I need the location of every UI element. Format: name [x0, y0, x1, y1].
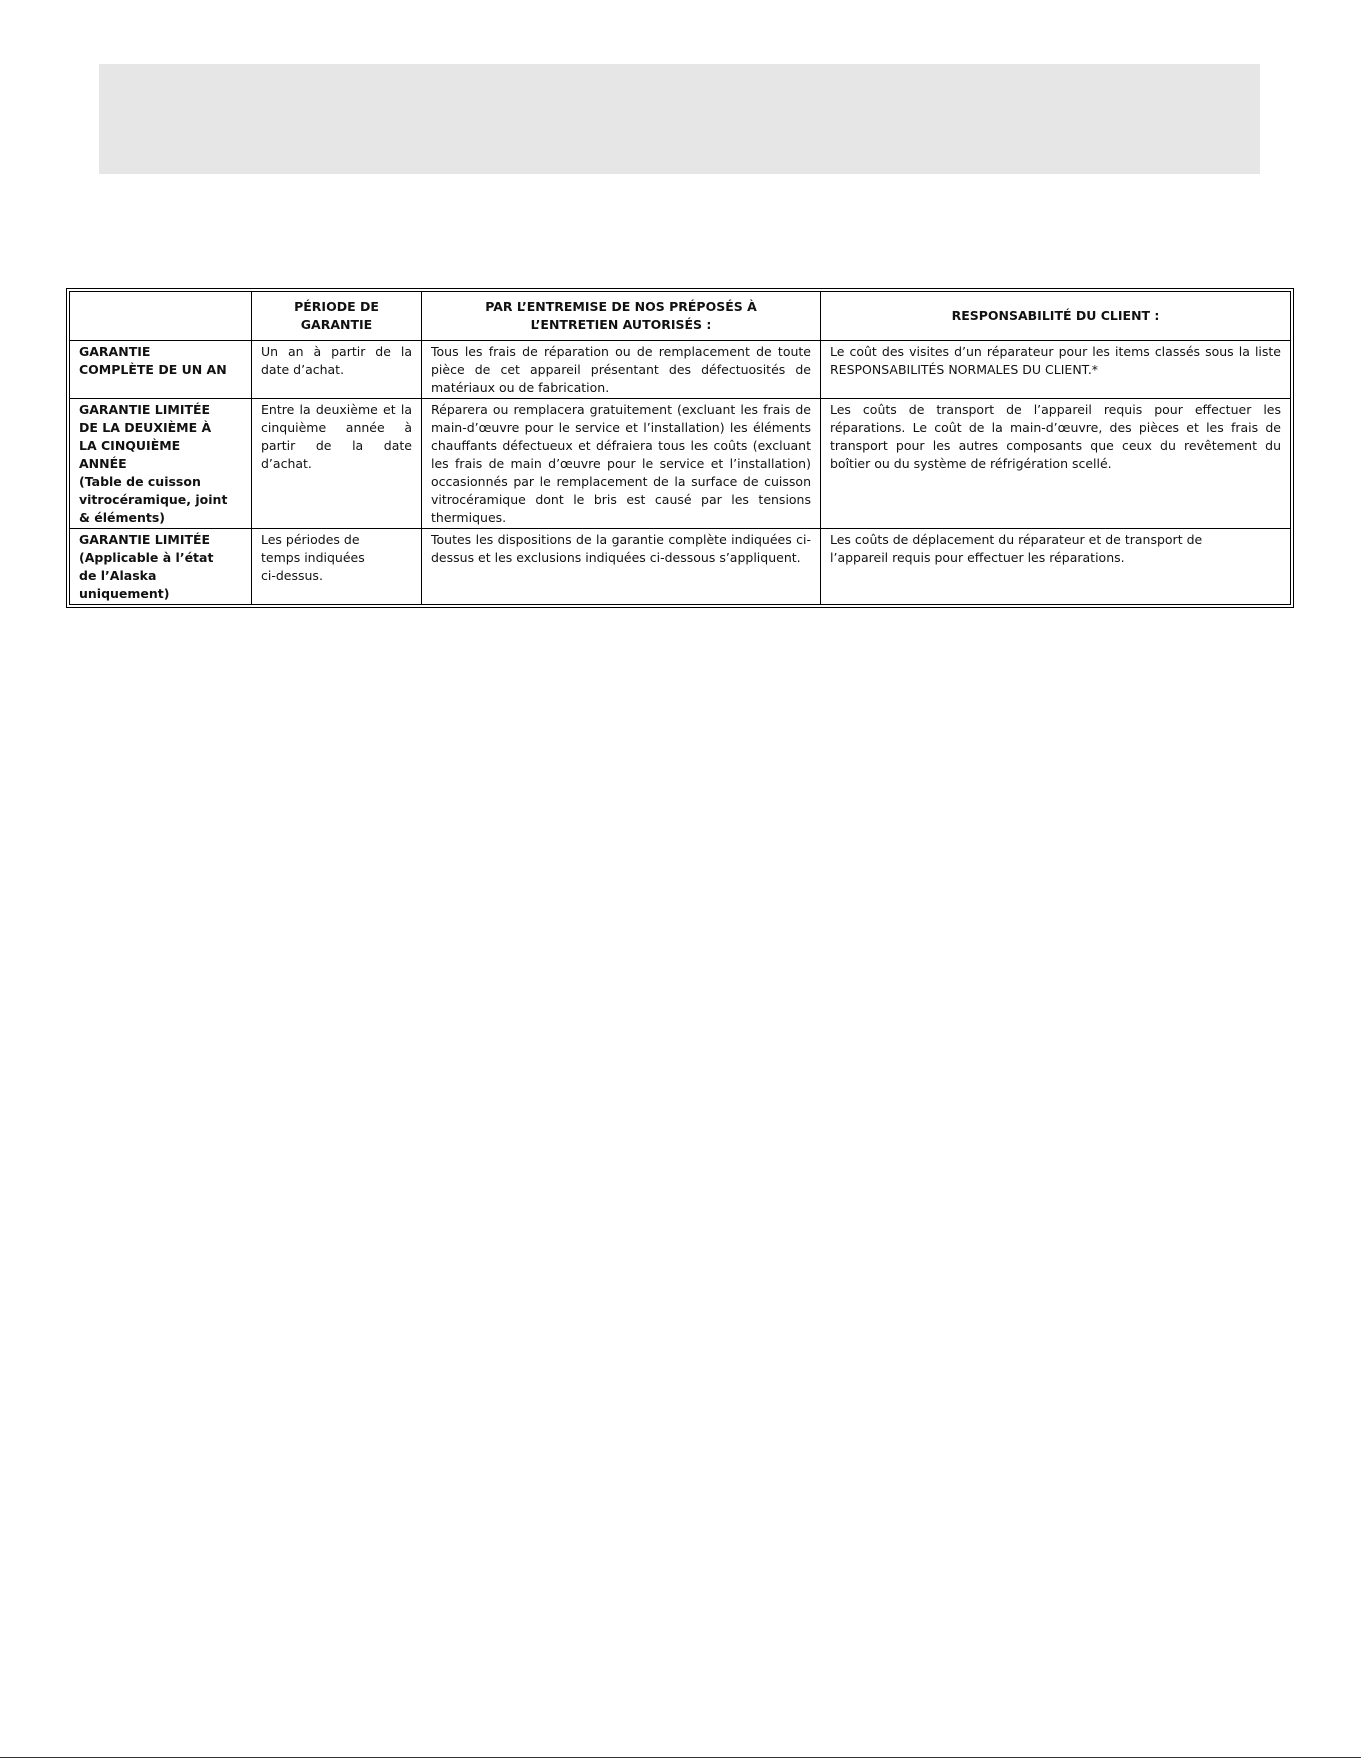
period-line: Les périodes de	[261, 532, 360, 547]
term-line: GARANTIE LIMITÉE	[79, 402, 211, 417]
warranty-period-cell	[252, 529, 422, 605]
period-line: ci-dessus.	[261, 568, 323, 583]
term-line: COMPLÈTE DE UN AN	[79, 362, 227, 377]
header-authorized-service: PAR L’ENTREMISE DE NOS PRÉPOSÉS À L’ENTRETIEN AUTORISÉS :	[422, 292, 821, 341]
customer-responsibility-cell	[821, 529, 1291, 605]
term-line: de l’Alaska	[79, 568, 157, 583]
header-customer-responsibility: RESPONSABILITÉ DU CLIENT :	[821, 292, 1291, 341]
table-row	[70, 341, 1291, 399]
term-line: vitrocéramique, joint	[79, 492, 228, 507]
table-header-row	[70, 292, 1291, 341]
warranty-table	[69, 291, 1291, 605]
authorized-service-cell: Tous les frais de réparation ou de remplacement de toute pièce de cet appareil présentant des défectuosités de matériaux ou de fabrication.	[422, 341, 821, 399]
header-warranty-period: PÉRIODE DE GARANTIE	[252, 292, 422, 341]
term-line: & éléments)	[79, 510, 166, 525]
term-line: GARANTIE LIMITÉE	[79, 532, 211, 547]
customer-line: l’appareil requis pour effectuer les réparations.	[830, 550, 1125, 565]
header-empty-cell	[70, 292, 252, 341]
warranty-period-cell: Entre la deuxième et la cinquième année à partir de la date d’achat.	[252, 399, 422, 529]
customer-line: Les coûts de déplacement du réparateur et de transport de	[830, 532, 1203, 547]
warranty-term-cell	[70, 529, 252, 605]
footer-rule	[0, 1757, 1361, 1758]
authorized-service-cell: Toutes les dispositions de la garantie complète indiquées ci-dessus et les exclusions indiquées ci-dessous s’appliquent.	[422, 529, 821, 605]
period-line: temps indiquées	[261, 550, 365, 565]
warranty-period-cell: Un an à partir de la date d’achat.	[252, 341, 422, 399]
table-row	[70, 529, 1291, 605]
term-line: DE LA DEUXIÈME À	[79, 420, 212, 435]
term-line: uniquement)	[79, 586, 170, 601]
authorized-service-cell: Réparera ou remplacera gratuitement (excluant les frais de main-d’œuvre pour le service et l’installation) les éléments chauffants défectueux et défraiera tous les coûts (excluant les frais de main d’œuvre pour le service et l’installation) occasionnés par le remplacement de la surface de cuisson vitrocéramique dont le bris est causé par les tensions thermiques.	[422, 399, 821, 529]
customer-responsibility-cell: Le coût des visites d’un réparateur pour les items classés sous la liste RESPONSABILITÉS NORMALES DU CLIENT.*	[821, 341, 1291, 399]
warranty-term-cell	[70, 399, 252, 529]
warranty-term-cell	[70, 341, 252, 399]
term-line: ANNÉE	[79, 456, 127, 471]
term-line: LA CINQUIÈME	[79, 438, 181, 453]
header-band	[99, 64, 1260, 174]
customer-responsibility-cell: Les coûts de transport de l’appareil requis pour effectuer les réparations. Le coût de la main-d’œuvre, des pièces et les frais de transport pour les autres composants que ceux du revêtement du boîtier ou du système de réfrigération scellé.	[821, 399, 1291, 529]
warranty-table-frame	[66, 288, 1294, 608]
term-line: (Table de cuisson	[79, 474, 201, 489]
table-row	[70, 399, 1291, 529]
term-line: (Applicable à l’état	[79, 550, 214, 565]
term-line: GARANTIE	[79, 344, 151, 359]
